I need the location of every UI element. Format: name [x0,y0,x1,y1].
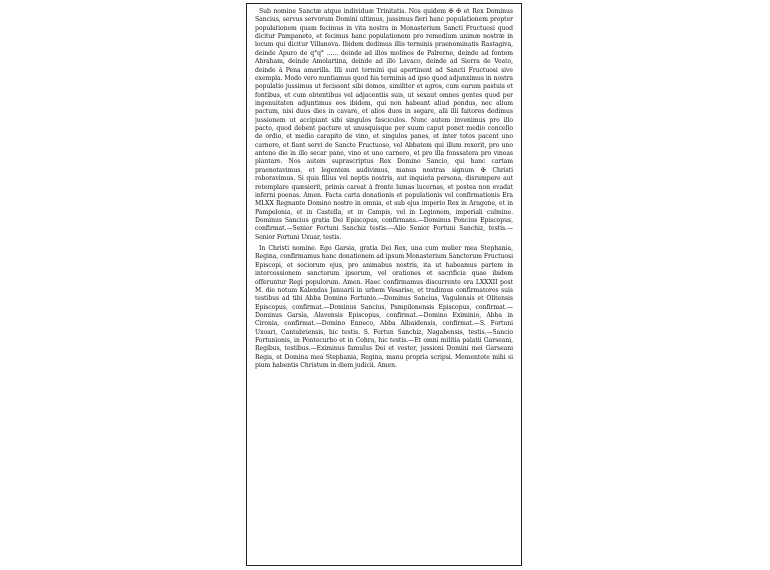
confirmation-paragraph: In Christi nomine. Ego Garsia, gratia Dei Rex, una cum mulier mea Stephania, Regina, confirmamus hanc donationem ad ipsum Monasterium Sanctorum Fructuosi Episcopi, et sociorum ejus, pro animabus nostris, ita ut habeamus partem in intercessionem sanctorum ipsorum, vel orationes et sacrificia quae ibidem offeruntur Regi populorum. Amen. Haec confirmamus discurrente era LXXXII post M. die notum Kalendas Januarii in urbem Vesarise, et tradimus confirmatores suis testibus ad tibi Abba Domino Fortunio.—Dominus Sancius, Vagulensis et Olitensis Episcopus, confirmat.—Dominus Sancius, Pampilonensis Episcopus, confirmat.—Dominus Garsia, Alavensis Episcopus, confirmat.—Domino Eximinio, Abba in Cironia, confirmat.—Domino Enneco, Abba Albaidensis, confirmat.—S. Fortuni Uxoari, Cantabriensis, hic testis. S. Fortun Sanchiz, Nagabensis, testis.—Sancio Fortunionis, in Pontecurbo et in Cohra, hic testis.—Et omni militia palatii Garseani, Regibus, testibus.—Eximinus famulus Dei et vester, jussioni Domini mei Garseani Regis, et Domina mea Stephania, Regina, manu propria scripsi. Mementote mihi si pium habentis Christum in diem judicii. Amen. [255,245,513,370]
charter-paragraph: Sub nomine Sanctæ atque individuæ Trinitatis. Nos quidem ✠ ✠ et Rex Dominus Sancius, servus servorum Domini ultimus, jussimus fieri hanc populationem propter populationem quam fecimus in vita nostra in Monasterium Sancti Fructuosi quod dicitur Pampaneto, et fecimus hanc populationem pro remedium animæ nostræ in locum qui dicitur Villanova. Ibidem dedimus illis terminis praenominatis Rastagiva, deinde Apuro de q°q° ...... deinde ad illos molinos de Palrerne, deinde ad fontem Abraham, deinde Amolartina, deinde ad illo Lavaco, deinde ad Sierra de Veato, deinde à Pena amarilla. Illi sunt termini qui apertinent ad Sancti Fructuosi sive exempla. Modo vero nuntiamus quod his terminis ad ipso quod adjunximus in nostra populatio jussimus ut fecissent sibi domos, similiter et agros, cum earum pastuis et fontibus, et cum obtentibus vel adjacentiis suis, ut sexaut omnes gentes quod per ingenuitaten adjuntimus eos ibidem, qui non habeant aliud pondus, nec alium pactum, nisi duos dies in cavare, et alios duos in segare, alii illi faitores dedimus jussionem ut accipiant sibi singulos fasciculos. Nunc autem invenimus pro illo pacto, quod debent pacture ut unusquisque per suum caput ponet medio concello de ordio, et medio carapito de vino, et singulos panes, et inter totos pacent uno carnero, et fiant servi de Sancto Fructuoso, vel Abbatem qui illum rexerit, pro uno anteno die in illo secar pane, vino et uno carnero, et pro illa fonssatera pro vineas plantare. Nos autem suprascriptus Rex Domino Sancio, qui hanc cartam praenotavimus, et legentem audivimus, manus nostras signum ✠ Christi roboravimus. Si quis filius vel neptis nostris, aut inquieta persona, disrumpere aut retemplare quæsierit, primis careat à fronte lumas lucernas, et postea non evadat inferni poenas. Amen. Facta carta donationis et populationis vel confirmationis Era MLXX Regnante Domino nostro in omnia, et sub ejus imperio Rex in Aragone, et in Pampelonia, et in Castella, et in Campis, vel in Legionem, imperiali culmine. Dominus Sancius gratia Dei Episcopus, confirmans.—Dominus Poncius Episcopus, confirmat.—Senior Fortuni Sanchiz testis.—Alio Senior Fortuni Sanchiz, testis.—Senior Fortuni Uxuar, testis. [255,8,513,241]
document-frame [246,3,522,566]
document-body [255,8,513,561]
